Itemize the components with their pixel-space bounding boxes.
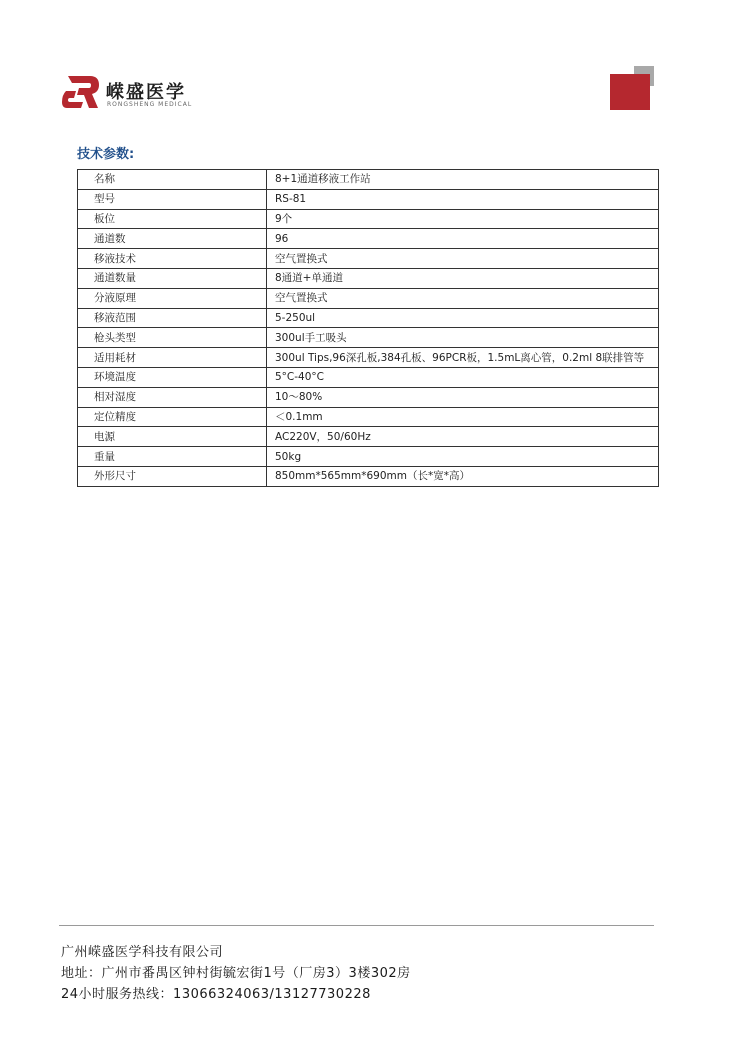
spec-value: AC220V，50/60Hz — [267, 427, 659, 447]
company-logo — [62, 74, 212, 114]
brand-name-en: RONGSHENG MEDICAL — [107, 101, 193, 108]
spec-name: 重量 — [78, 447, 267, 467]
table-row — [78, 447, 659, 467]
table-row — [78, 229, 659, 249]
spec-value: 8+1通道移液工作站 — [267, 170, 659, 190]
spec-table — [77, 169, 659, 487]
footer-hotline: 24小时服务热线：13066324063/13127730228 — [61, 987, 371, 1002]
spec-value: 300ul手工吸头 — [267, 328, 659, 348]
spec-name: 移液范围 — [78, 308, 267, 328]
table-row — [78, 427, 659, 447]
footer-divider — [59, 925, 654, 926]
table-row — [78, 328, 659, 348]
spec-name: 移液技术 — [78, 249, 267, 269]
spec-value: 9个 — [267, 209, 659, 229]
footer-address: 地址：广州市番禺区钟村街毓宏街1号（厂房3）3楼302房 — [61, 966, 411, 981]
spec-value: 300ul Tips,96深孔板,384孔板、96PCR板，1.5mL离心管，0.2ml 8联排管等 — [267, 348, 659, 368]
spec-name: 通道数量 — [78, 268, 267, 288]
spec-name: 环境温度 — [78, 367, 267, 387]
spec-name: 适用耗材 — [78, 348, 267, 368]
spec-value: 5°C-40°C — [267, 367, 659, 387]
spec-value: 50kg — [267, 447, 659, 467]
spec-value: ＜0.1mm — [267, 407, 659, 427]
spec-name: 型号 — [78, 189, 267, 209]
spec-name: 名称 — [78, 170, 267, 190]
table-row — [78, 407, 659, 427]
spec-value: 空气置换式 — [267, 288, 659, 308]
spec-name: 分液原理 — [78, 288, 267, 308]
table-row — [78, 288, 659, 308]
spec-value: 空气置换式 — [267, 249, 659, 269]
table-row — [78, 367, 659, 387]
spec-name: 定位精度 — [78, 407, 267, 427]
spec-name: 电源 — [78, 427, 267, 447]
spec-name: 板位 — [78, 209, 267, 229]
corner-decoration-red — [610, 74, 650, 110]
spec-value: RS-81 — [267, 189, 659, 209]
table-row — [78, 249, 659, 269]
spec-value: 850mm*565mm*690mm（长*宽*高） — [267, 466, 659, 486]
table-row — [78, 268, 659, 288]
spec-value: 96 — [267, 229, 659, 249]
spec-name: 相对湿度 — [78, 387, 267, 407]
spec-value: 10～80% — [267, 387, 659, 407]
section-title: 技术参数: — [77, 147, 135, 162]
spec-name: 通道数 — [78, 229, 267, 249]
brand-name-cn: 嵘盛医学 — [106, 82, 186, 103]
table-row — [78, 170, 659, 190]
table-row — [78, 189, 659, 209]
rs-logo-icon — [62, 74, 100, 110]
spec-value: 8通道+单通道 — [267, 268, 659, 288]
table-row — [78, 387, 659, 407]
spec-name: 枪头类型 — [78, 328, 267, 348]
table-row — [78, 466, 659, 486]
spec-name: 外形尺寸 — [78, 466, 267, 486]
table-row — [78, 308, 659, 328]
table-row — [78, 348, 659, 368]
footer-company: 广州嵘盛医学科技有限公司 — [61, 945, 224, 960]
table-row — [78, 209, 659, 229]
spec-value: 5-250ul — [267, 308, 659, 328]
